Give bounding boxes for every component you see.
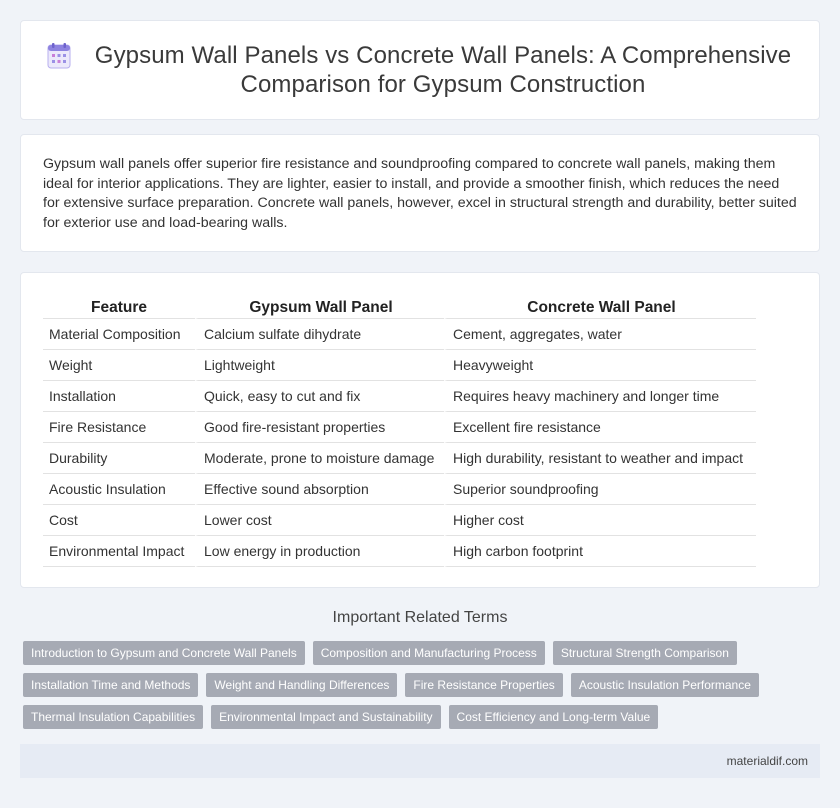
table-header-row [43, 297, 756, 319]
cell-concrete: Cement, aggregates, water [444, 319, 756, 350]
cell-feature: Material Composition [43, 319, 195, 350]
cell-concrete: Requires heavy machinery and longer time [444, 381, 756, 412]
related-terms-tags [23, 641, 823, 737]
related-term-tag[interactable]: Structural Strength Comparison [553, 641, 737, 665]
header-feature: Feature [43, 297, 195, 319]
summary-text: Gypsum wall panels offer superior fire resistance and soundproofing compared to concrete wall panels, making them ideal for interior applications. They are lighter, easier to install, and provide a smoother finish, which reduces the need for extensive surface preparation. Concrete wall panels, however, excel in structural strength and durability, better suited for exterior use and load-bearing walls. [43, 156, 797, 231]
cell-feature: Weight [43, 350, 195, 381]
cell-feature: Cost [43, 505, 195, 536]
cell-feature: Environmental Impact [43, 536, 195, 567]
related-terms-heading: Important Related Terms [332, 609, 508, 626]
related-term-tag[interactable]: Composition and Manufacturing Process [313, 641, 545, 665]
related-term-tag[interactable]: Thermal Insulation Capabilities [23, 705, 203, 729]
cell-feature: Durability [43, 443, 195, 474]
table-row [43, 350, 756, 381]
cell-gypsum: Lower cost [195, 505, 444, 536]
page-title: Gypsum Wall Panels vs Concrete Wall Panels: A Comprehensive Comparison for Gypsum Construction [94, 42, 792, 98]
tag-row [23, 673, 823, 697]
related-term-tag[interactable]: Acoustic Insulation Performance [571, 673, 759, 697]
related-term-tag[interactable]: Weight and Handling Differences [206, 673, 397, 697]
cell-concrete: High durability, resistant to weather and impact [444, 443, 756, 474]
cell-concrete: Heavyweight [444, 350, 756, 381]
cell-concrete: Superior soundproofing [444, 474, 756, 505]
header-concrete: Concrete Wall Panel [444, 297, 756, 319]
title-wrap [40, 41, 800, 99]
related-term-tag[interactable]: Cost Efficiency and Long-term Value [449, 705, 659, 729]
table-row [43, 381, 756, 412]
footer-site-link[interactable]: materialdif.com [726, 754, 808, 768]
related-term-tag[interactable]: Introduction to Gypsum and Concrete Wall Panels [23, 641, 305, 665]
cell-gypsum: Low energy in production [195, 536, 444, 567]
cell-gypsum: Moderate, prone to moisture damage [195, 443, 444, 474]
cell-feature: Installation [43, 381, 195, 412]
header-gypsum: Gypsum Wall Panel [195, 297, 444, 319]
cell-feature: Acoustic Insulation [43, 474, 195, 505]
cell-gypsum: Good fire-resistant properties [195, 412, 444, 443]
related-term-tag[interactable]: Environmental Impact and Sustainability [211, 705, 440, 729]
table-row [43, 319, 756, 350]
table-row [43, 505, 756, 536]
cell-concrete: High carbon footprint [444, 536, 756, 567]
cell-gypsum: Calcium sulfate dihydrate [195, 319, 444, 350]
header-card [20, 20, 820, 120]
summary-card [20, 134, 820, 252]
tag-row [23, 705, 823, 729]
comparison-table-card [20, 272, 820, 588]
related-term-tag[interactable]: Installation Time and Methods [23, 673, 198, 697]
table-row [43, 474, 756, 505]
table-row [43, 412, 756, 443]
table-row [43, 443, 756, 474]
document-icon [47, 43, 71, 69]
cell-concrete: Higher cost [444, 505, 756, 536]
cell-gypsum: Quick, easy to cut and fix [195, 381, 444, 412]
related-term-tag[interactable]: Fire Resistance Properties [405, 673, 562, 697]
cell-feature: Fire Resistance [43, 412, 195, 443]
tag-row [23, 641, 823, 665]
comparison-table [43, 297, 756, 567]
cell-concrete: Excellent fire resistance [444, 412, 756, 443]
cell-gypsum: Lightweight [195, 350, 444, 381]
footer [20, 744, 820, 778]
cell-gypsum: Effective sound absorption [195, 474, 444, 505]
table-row [43, 536, 756, 567]
